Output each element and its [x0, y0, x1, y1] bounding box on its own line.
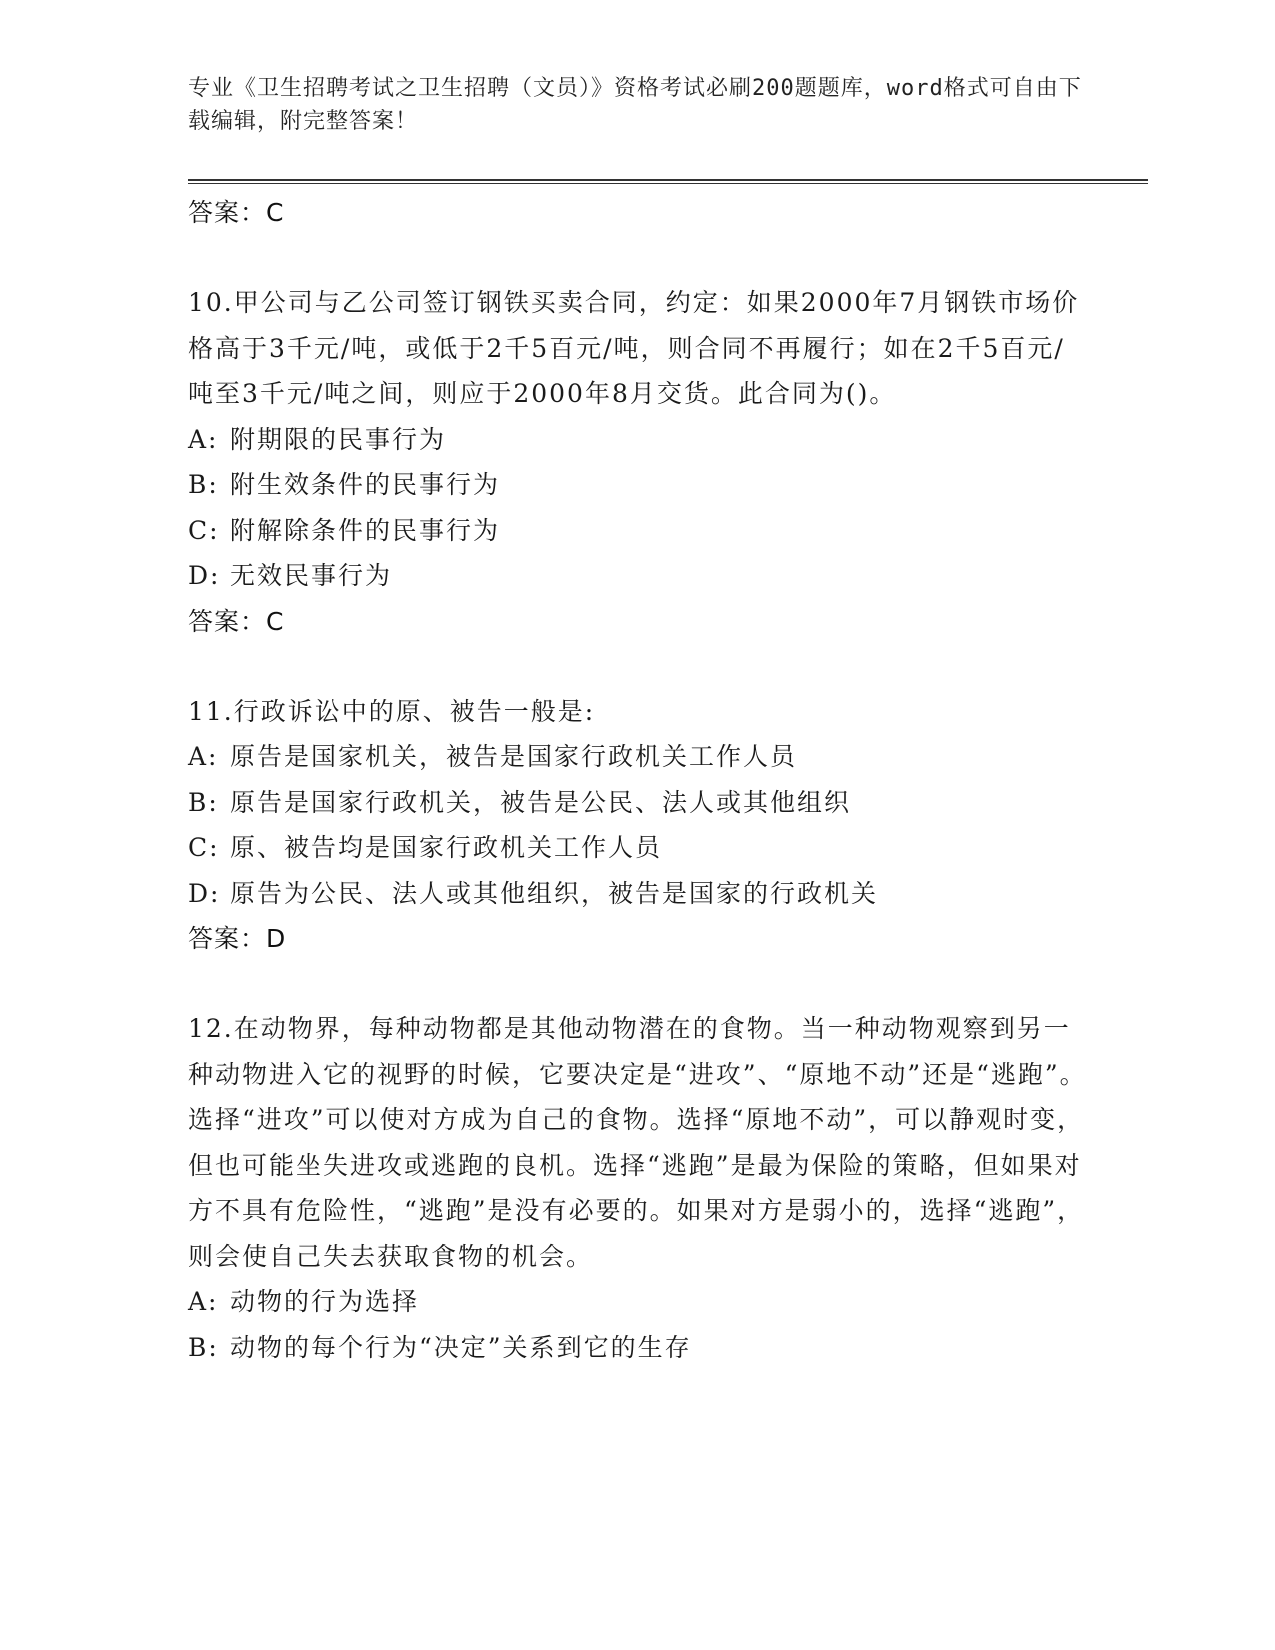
option-text: 原告为公民、法人或其他组织，被告是国家的行政机关 — [230, 878, 879, 908]
question-block — [188, 689, 1088, 963]
header-divider-thin — [188, 183, 1148, 184]
option-text: 原、被告均是国家行政机关工作人员 — [230, 833, 663, 862]
question-block — [188, 1006, 1088, 1370]
option-label: D: — [188, 561, 221, 590]
option-a — [188, 1279, 1088, 1325]
option-b — [188, 462, 1088, 508]
question-text: 10.甲公司与乙公司签订钢铁买卖合同，约定：如果2000年7月钢铁市场价格高于3千元/吨，或低于2千5百元/吨，则合同不再履行；如在2千5百元/吨至3千元/吨之间，则应于2000年8月交货。此合同为()。 — [188, 288, 1080, 408]
option-a — [188, 417, 1088, 463]
option-label: A: — [188, 1287, 219, 1316]
answer-line: 答案：C — [188, 606, 285, 636]
option-text: 动物的行为选择 — [230, 1287, 420, 1316]
document-header: 专业《卫生招聘考试之卫生招聘（文员）》资格考试必刷200题题库，word格式可自由下载编辑，附完整答案！ — [188, 76, 1082, 134]
header-divider — [188, 179, 1148, 181]
option-text: 附生效条件的民事行为 — [230, 470, 501, 499]
option-label: C: — [188, 515, 220, 545]
option-d — [188, 871, 1088, 917]
option-text: 原告是国家机关，被告是国家行政机关工作人员 — [230, 742, 798, 771]
option-label: B: — [188, 787, 219, 817]
option-label: A: — [188, 424, 219, 454]
option-text: 无效民事行为 — [230, 561, 393, 590]
option-text: 附期限的民事行为 — [230, 424, 447, 454]
option-text: 附解除条件的民事行为 — [230, 515, 501, 545]
option-label: A: — [188, 742, 219, 771]
answer-line: 答案：C — [188, 198, 285, 227]
option-text: 原告是国家行政机关，被告是公民、法人或其他组织 — [230, 787, 852, 817]
option-text: 动物的每个行为“决定”关系到它的生存 — [230, 1332, 692, 1362]
option-label: C: — [188, 833, 220, 862]
option-c — [188, 825, 1088, 871]
document-body — [188, 190, 1088, 1370]
option-c — [188, 508, 1088, 554]
question-block — [188, 280, 1088, 645]
option-label: D: — [188, 878, 221, 908]
option-label: B: — [188, 470, 219, 499]
option-a — [188, 734, 1088, 780]
option-d — [188, 553, 1088, 599]
option-b — [188, 780, 1088, 826]
option-b — [188, 1325, 1088, 1371]
option-label: B: — [188, 1332, 219, 1362]
question-text: 12.在动物界，每种动物都是其他动物潜在的食物。当一种动物观察到另一种动物进入它的视野的时候，它要决定是“进攻”、“原地不动”还是“逃跑”。选择“进攻”可以使对方成为自己的食物。选择“原地不动”，可以静观时变，但也可能坐失进攻或逃跑的良机。选择“逃跑”是最为保险的策略，但如果对方不具有危险性，“逃跑”是没有必要的。如果对方是弱小的，选择“逃跑”，则会使自己失去获取食物的机会。 — [188, 1014, 1087, 1271]
question-text: 11.行政诉讼中的原、被告一般是: — [188, 696, 596, 726]
answer-line: 答案：D — [188, 924, 287, 953]
